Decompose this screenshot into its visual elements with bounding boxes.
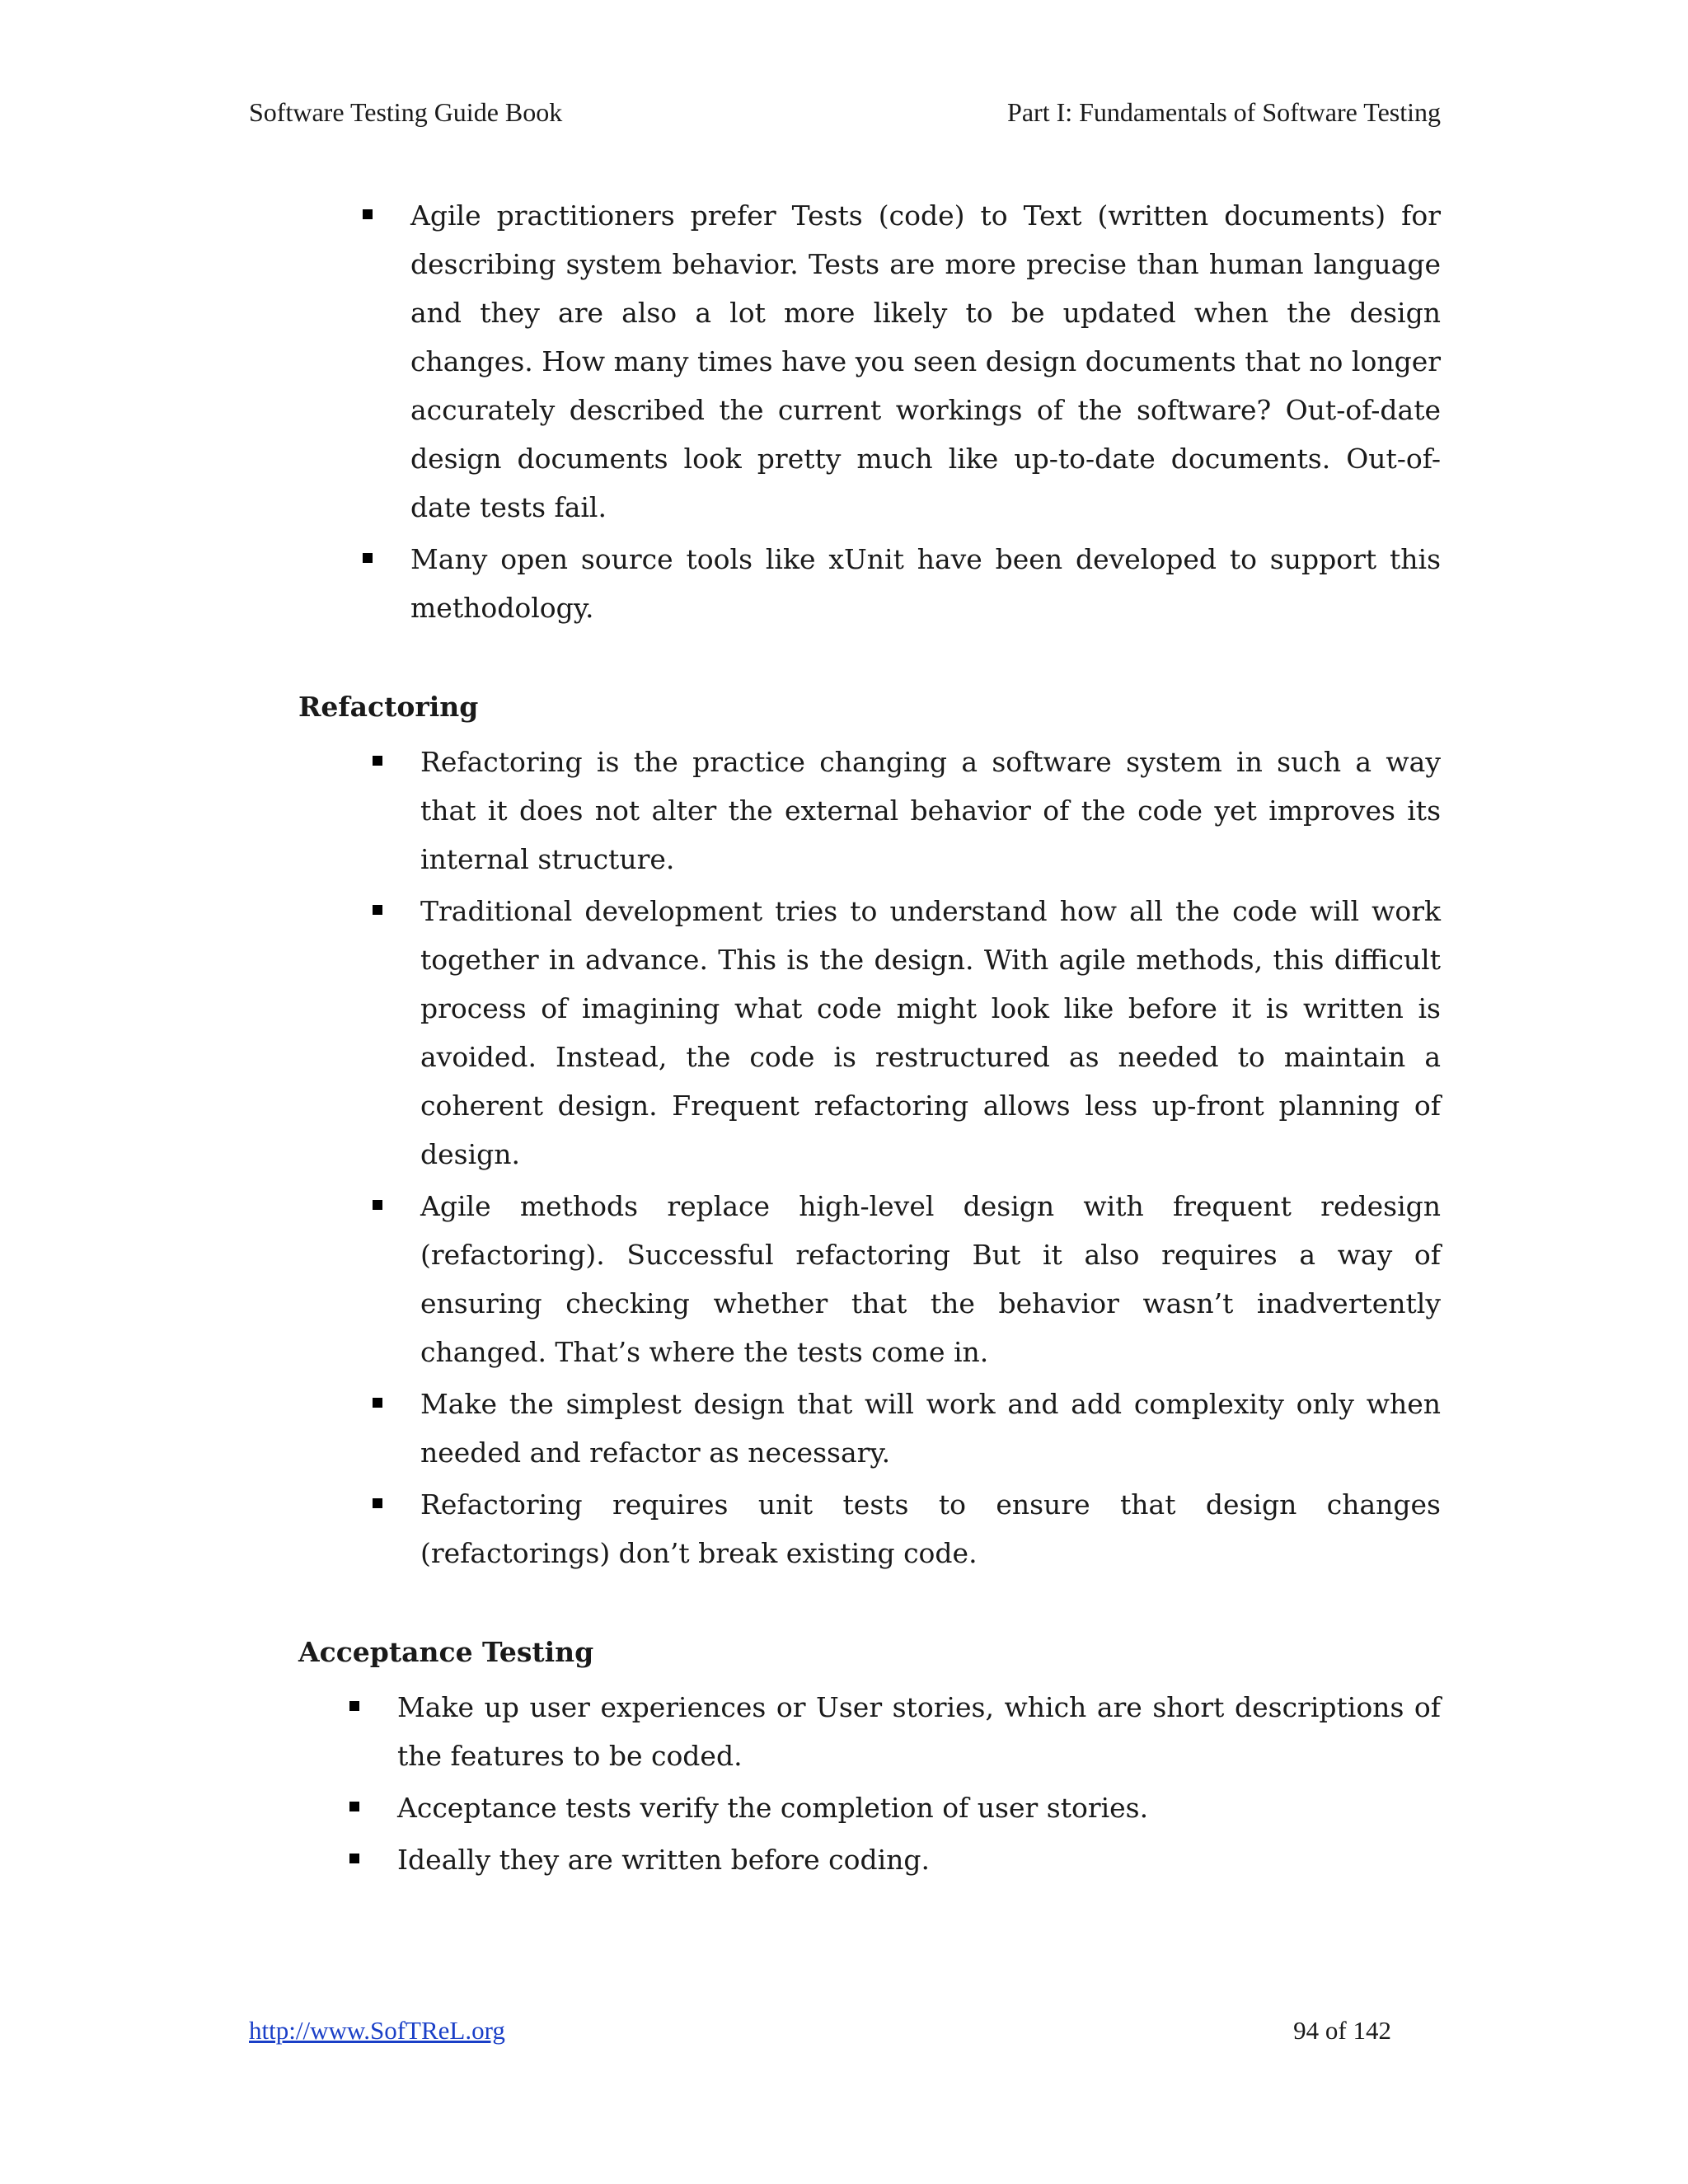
bullet-text: Many open source tools like xUnit have been developed to support this methodology.: [410, 543, 1441, 624]
list-item: [249, 1783, 1441, 1832]
refactoring-bullet-list: [249, 738, 1441, 1577]
bullet-square-icon: [373, 1498, 382, 1508]
bullet-square-icon: [373, 1398, 382, 1408]
list-item: [249, 738, 1441, 883]
bullet-square-icon: [373, 756, 382, 766]
header-part-title: Part I: Fundamentals of Software Testing: [1007, 97, 1441, 127]
bullet-text: Agile methods replace high-level design with frequent redesign (refactoring). Successful refactoring But it also requires a way of ensuring checking whether that the behavior wasn’t inadvertently changed. That’s where the tests come in.: [420, 1190, 1441, 1368]
list-item: [249, 1182, 1441, 1376]
bullet-text: Make the simplest design that will work and add complexity only when needed and refactor as necessary.: [420, 1388, 1441, 1469]
bullet-text: Refactoring is the practice changing a software system in such a way that it does not alter the external behavior of the code yet improves its internal structure.: [420, 746, 1441, 875]
bullet-text: Traditional development tries to understand how all the code will work together in advance. This is the design. With agile methods, this difficult process of imagining what code might look like before it is written is avoided. Instead, the code is restructured as needed to maintain a coherent design. Frequent refactoring allows less up-front planning of design.: [420, 895, 1441, 1170]
intro-bullet-list: [249, 191, 1441, 632]
list-item: [249, 887, 1441, 1179]
list-item: [249, 1380, 1441, 1477]
page-content: [249, 191, 1441, 1887]
list-item: [249, 1683, 1441, 1780]
bullet-text: Agile practitioners prefer Tests (code) to Text (written documents) for describing system behavior. Tests are more precise than human language and they are also a lot more likely to be updated when the design changes. How many times have you seen design documents that no longer accurately described the current workings of the software? Out-of-date design documents look pretty much like up-to-date documents. Out-of-date tests fail.: [410, 199, 1441, 523]
bullet-text: Refactoring requires unit tests to ensure that design changes (refactorings) don’t break existing code.: [420, 1488, 1441, 1569]
list-item: [249, 1835, 1441, 1884]
header-book-title: Software Testing Guide Book: [249, 97, 563, 127]
bullet-square-icon: [363, 209, 373, 219]
bullet-square-icon: [373, 1200, 382, 1210]
bullet-text: Make up user experiences or User stories, which are short descriptions of the features to be coded.: [397, 1691, 1441, 1772]
acceptance-bullet-list: [249, 1683, 1441, 1884]
list-item: [249, 1480, 1441, 1577]
bullet-text: Acceptance tests verify the completion of user stories.: [397, 1792, 1149, 1824]
bullet-text: Ideally they are written before coding.: [397, 1844, 931, 1876]
page-number: 94 of 142: [1293, 2016, 1391, 2045]
bullet-square-icon: [349, 1854, 359, 1863]
bullet-square-icon: [349, 1802, 359, 1811]
section-heading-acceptance-testing: Acceptance Testing: [298, 1636, 594, 1668]
list-item: [249, 535, 1441, 632]
page-header: [249, 97, 1441, 128]
bullet-square-icon: [363, 553, 373, 563]
list-item: [249, 191, 1441, 532]
bullet-square-icon: [349, 1701, 359, 1711]
footer-website-link[interactable]: http://www.SofTReL.org: [249, 2016, 505, 2045]
section-heading-refactoring: Refactoring: [298, 691, 479, 723]
bullet-square-icon: [373, 905, 382, 915]
page-footer: [249, 2016, 1391, 2046]
